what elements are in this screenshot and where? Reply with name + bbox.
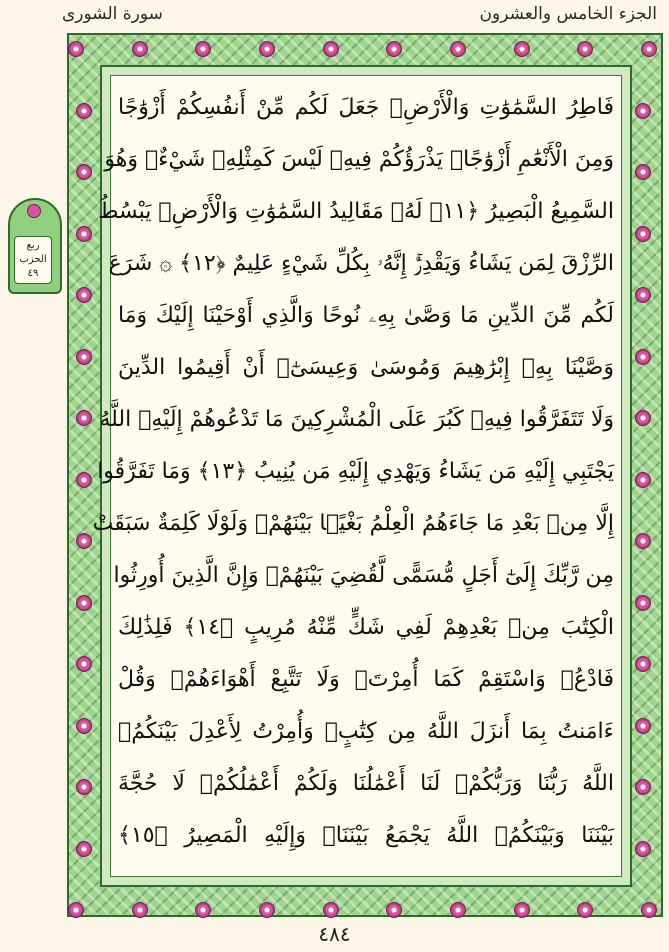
text-line: السَّمِيعُ الْبَصِيرُ ﴿١١﴾ لَهُۥ مَقَالِيدُ السَّمَٰوَٰتِ وَالْأَرْضِۖ يَبْسُطُ <box>98 199 614 224</box>
rosette-icon <box>259 902 275 918</box>
rosette-icon <box>76 410 92 426</box>
badge-label <box>14 236 52 284</box>
rosette-icon <box>76 287 92 303</box>
text-line: وَمِنَ الْأَنْعَٰمِ أَزْوَٰجًاۖ يَذْرَؤُكُمْ فِيهِۚ لَيْسَ كَمِثْلِهِۦ شَيْءٌۖ وَهُوَ <box>104 147 614 172</box>
rosette-icon <box>132 41 148 57</box>
rosette-icon <box>635 226 651 242</box>
rosette-icon <box>635 533 651 549</box>
text-line: وَلَا تَتَفَرَّقُوا فِيهِۚ كَبُرَ عَلَى الْمُشْرِكِينَ مَا تَدْعُوهُمْ إِلَيْهِۚ اللَّهُ <box>99 407 614 432</box>
rosette-icon <box>635 164 651 180</box>
rosette-icon <box>635 287 651 303</box>
rosette-icon <box>27 204 41 218</box>
page-number: ٤٨٤ <box>318 922 351 946</box>
text-line: اللَّهُ رَبُّنَا وَرَبُّكُمْۖ لَنَا أَعْمَٰلُنَا وَلَكُمْ أَعْمَٰلُكُمْۖ لَا حُجَّةَ <box>118 771 614 796</box>
verse-text <box>92 88 614 868</box>
badge-line-2: الحزب <box>19 254 47 265</box>
rosette-icon <box>132 902 148 918</box>
rosette-icon <box>76 164 92 180</box>
rosette-icon <box>635 841 651 857</box>
rosette-icon <box>259 41 275 57</box>
rosette-icon <box>635 779 651 795</box>
rosette-icon <box>514 902 530 918</box>
rosette-icon <box>68 41 84 57</box>
text-line: إِلَّا مِنۢ بَعْدِ مَا جَاءَهُمُ الْعِلْمُ بَغْيًۢا بَيْنَهُمْۚ وَلَوْلَا كَلِمَةٌ سَبَقَتْ <box>92 511 614 536</box>
rosette-icon <box>635 103 651 119</box>
text-line: الْكِتَٰبَ مِنۢ بَعْدِهِمْ لَفِي شَكٍّ مِّنْهُ مُرِيبٍ ﴿١٤﴾ فَلِذَٰلِكَ <box>118 615 614 640</box>
rosette-icon <box>450 902 466 918</box>
rosette-icon <box>76 718 92 734</box>
rosette-icon <box>76 349 92 365</box>
rosette-icon <box>641 902 657 918</box>
text-line: فَادْعُۖ وَاسْتَقِمْ كَمَا أُمِرْتَۖ وَلَا تَتَّبِعْ أَهْوَاءَهُمْۖ وَقُلْ <box>118 667 614 692</box>
badge-line-3: ٤٩ <box>27 268 39 279</box>
rosette-icon <box>635 410 651 426</box>
rosette-icon <box>641 41 657 57</box>
rosette-icon <box>76 656 92 672</box>
rosette-icon <box>76 533 92 549</box>
text-line: لَكُم مِّنَ الدِّينِ مَا وَصَّىٰ بِهِۦ نُوحًا وَالَّذِي أَوْحَيْنَا إِلَيْكَ وَمَا <box>118 303 614 328</box>
rosette-icon <box>323 902 339 918</box>
rosette-icon <box>76 595 92 611</box>
juz-title: الجزء الخامس والعشرون <box>479 4 657 24</box>
rosette-icon <box>323 41 339 57</box>
rosette-icon <box>635 718 651 734</box>
surah-title: سورة الشورى <box>62 4 163 24</box>
rosette-icon <box>450 41 466 57</box>
rosette-icon <box>76 841 92 857</box>
text-line: وَصَّيْنَا بِهِۦ إِبْرَٰهِيمَ وَمُوسَىٰ وَعِيسَىٰٓۖ أَنْ أَقِيمُوا الدِّينَ <box>118 355 614 380</box>
rosette-icon <box>635 349 651 365</box>
rosette-icon <box>635 595 651 611</box>
rosette-icon <box>76 779 92 795</box>
rosette-icon <box>514 41 530 57</box>
text-line: بَيْنَنَا وَبَيْنَكُمُۖ اللَّهُ يَجْمَعُ بَيْنَنَاۖ وَإِلَيْهِ الْمَصِيرُ ﴿١٥﴾ <box>118 823 614 848</box>
rosette-icon <box>76 472 92 488</box>
text-line: يَجْتَبِي إِلَيْهِ مَن يَشَاءُ وَيَهْدِي إِلَيْهِ مَن يُنِيبُ ﴿١٣﴾ وَمَا تَفَرَّقُوا <box>97 459 614 484</box>
hizb-quarter-badge <box>8 198 62 294</box>
text-line: مِن رَّبِّكَ إِلَىٰٓ أَجَلٍ مُّسَمًّى لَّقُضِيَ بَيْنَهُمْۚ وَإِنَّ الَّذِينَ أُورِثُوا <box>113 563 614 588</box>
text-line: ءَامَنتُ بِمَا أَنزَلَ اللَّهُ مِن كِتَٰبٍۖ وَأُمِرْتُ لِأَعْدِلَ بَيْنَكُمُۖ <box>118 719 614 744</box>
badge-line-1: ربع <box>26 240 40 251</box>
text-line: الرِّزْقَ لِمَن يَشَاءُ وَيَقْدِرُۚ إِنَّهُۥ بِكُلِّ شَيْءٍ عَلِيمٌ ﴿١٢﴾ ۞ شَرَعَ <box>108 251 614 276</box>
rosette-icon <box>635 656 651 672</box>
rosette-icon <box>68 902 84 918</box>
rosette-icon <box>76 103 92 119</box>
rosette-icon <box>76 226 92 242</box>
rosette-icon <box>635 472 651 488</box>
text-line: فَاطِرُ السَّمَٰوَٰتِ وَالْأَرْضِۚ جَعَلَ لَكُم مِّنْ أَنفُسِكُمْ أَزْوَٰجًا <box>118 95 614 120</box>
